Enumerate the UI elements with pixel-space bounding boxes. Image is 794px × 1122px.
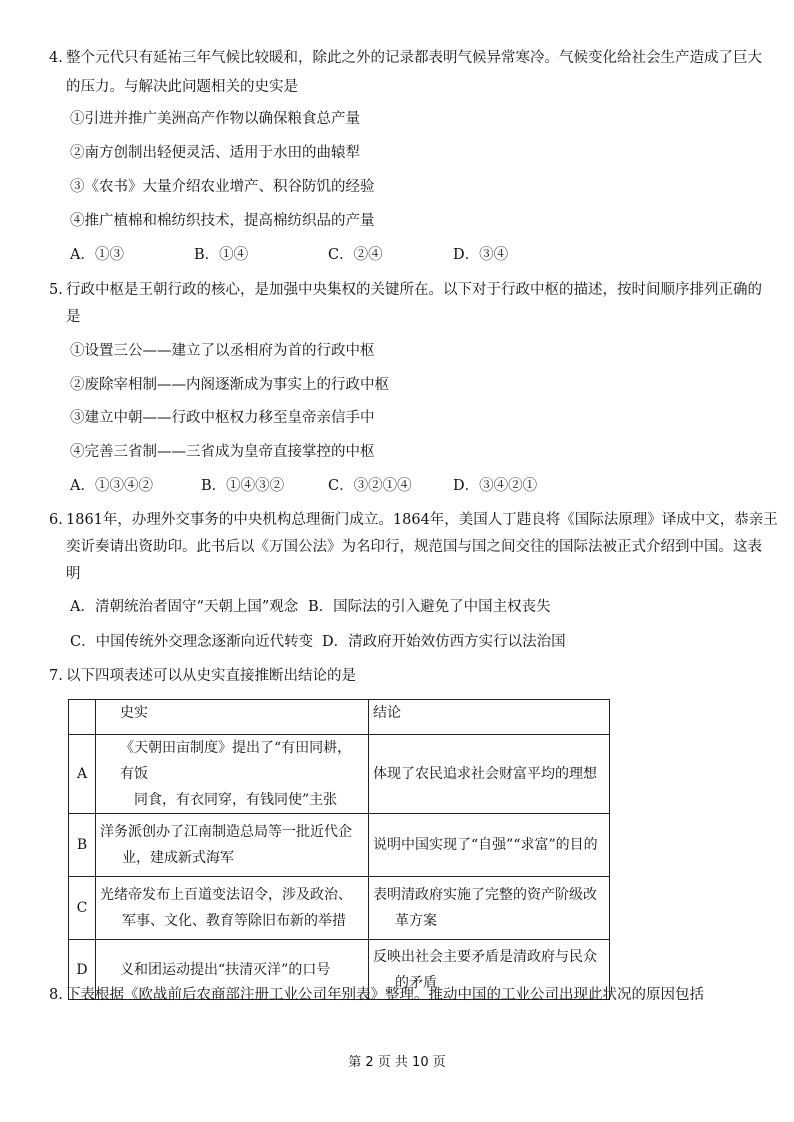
q4-options (70, 245, 570, 265)
q4-stem-line1: 整个元代只有延祐三年气候比较暖和，除此之外的记录都表明气候异常寒冷。气候变化给社会生产造成了巨大 (66, 50, 762, 66)
q5-item-3: ③建立中朝——行政中枢权力移至皇帝亲信手中 (70, 410, 375, 426)
q7-row-c-conclusion-line2: 革方案 (395, 913, 437, 929)
q7-row-c-conclusion-line1: 表明清政府实施了完整的资产阶级改 (373, 887, 597, 903)
q6-option-a[interactable]: A．清朝统治者固守“天朝上国”观念 (70, 599, 299, 615)
q7-table-row-a (69, 735, 610, 814)
q5-option-b[interactable]: B．①④③② (201, 478, 285, 494)
q5-number: 5. (49, 282, 63, 298)
q6-number: 6. (49, 512, 63, 528)
q4-option-b[interactable]: B．①④ (194, 247, 249, 263)
q7-row-a-label: A (69, 735, 96, 814)
q7-row-c-fact-line1: 光绪帝发布上百道变法诏令，涉及政治、 (100, 887, 352, 903)
q4-stem-line2: 的压力。与解决此问题相关的史实是 (66, 79, 298, 95)
q7-row-b-conclusion-line1: 说明中国实现了“自强”“求富”的目的 (373, 837, 598, 853)
q5-option-a[interactable]: A．①③④② (70, 478, 153, 494)
q5-item-1: ①设置三公——建立了以丞相府为首的行政中枢 (70, 343, 375, 359)
q7-table-header-label (69, 700, 96, 735)
q7-row-d-label: D (69, 940, 96, 1000)
q7-row-a-conclusion-line1: 体现了农民追求社会财富平均的理想 (373, 766, 597, 782)
q5-option-c[interactable]: C．③②①④ (328, 478, 412, 494)
q4-option-a[interactable]: A．①③ (70, 247, 124, 263)
q6-options-row1 (70, 597, 670, 617)
q7-row-a-fact-line1: 《天朝田亩制度》提出了“有田同耕，有饭 (120, 740, 352, 782)
q4-item-1: ①引进并推广美洲高产作物以确保粮食总产量 (70, 111, 360, 127)
q7-stem: 以下四项表述可以从史实直接推断出结论的是 (66, 668, 356, 684)
q4-item-3: ③《农书》大量介绍农业增产、积谷防饥的经验 (70, 179, 375, 195)
q7-table-row-b (69, 814, 610, 877)
q7-table-header-row (69, 700, 610, 735)
q4-item-2: ②南方创制出轻便灵活、适用于水田的曲辕犁 (70, 145, 360, 161)
q4-option-d[interactable]: D．③④ (453, 247, 509, 263)
q7-row-d-conclusion-line1: 反映出社会主要矛盾是清政府与民众 (373, 948, 597, 965)
q7-row-c-fact-line2: 军事、文化、教育等除旧布新的举措 (122, 913, 346, 929)
q7-row-c-label: C (69, 877, 96, 940)
q7-row-d-conclusion-line2: 的矛盾 (395, 974, 437, 991)
q6-stem-line1: 1861年，办理外交事务的中央机构总理衙门成立。1864年，美国人丁韪良将《国际法原理》译成中文，恭亲王 (66, 512, 778, 528)
q6-option-b[interactable]: B．国际法的引入避免了中国主权丧失 (308, 599, 551, 615)
q6-option-c[interactable]: C．中国传统外交理念逐渐向近代转变 (70, 634, 314, 650)
q7-table-header-fact: 史实 (120, 705, 148, 721)
q4-option-c[interactable]: C．②④ (328, 247, 383, 263)
q8-number: 8. (49, 987, 63, 1003)
q4-item-4: ④推广植棉和棉纺织技术，提高棉纺织品的产量 (70, 213, 375, 229)
q7-row-d-fact-line1: 义和团运动提出“扶清灭洋”的口号 (120, 961, 331, 978)
q5-item-2: ②废除宰相制——内阁逐渐成为事实上的行政中枢 (70, 377, 389, 393)
q7-row-b-label: B (69, 814, 96, 877)
q6-stem-line2: 奕䜣奏请出资助印。此书后以《万国公法》为名印行，规范国与国之间交往的国际法被正式介绍到中国。这表 (66, 539, 762, 555)
q5-stem-line2: 是 (66, 309, 81, 325)
page-footer: 第 2 页 共 10 页 (348, 1055, 446, 1070)
q7-row-b-fact-line1: 洋务派创办了江南制造总局等一批近代企 (100, 824, 352, 840)
q6-options-row2 (70, 632, 670, 652)
q5-item-4: ④完善三省制——三省成为皇帝直接掌控的中枢 (70, 444, 375, 460)
q5-option-d[interactable]: D．③④②① (453, 478, 538, 494)
q7-row-b-fact-line2: 业，建成新式海军 (122, 850, 234, 866)
q8-stem: 下表根据《欧战前后农商部注册工业公司年别表》整理。推动中国的工业公司出现此状况的原因包括 (66, 987, 704, 1003)
q7-row-a-fact-line2: 同食，有衣同穿，有钱同使”主张 (134, 792, 338, 808)
q7-table-header-conclusion: 结论 (373, 705, 401, 721)
q4-number: 4. (49, 50, 63, 66)
q6-stem-line3: 明 (66, 566, 81, 582)
q6-option-d[interactable]: D．清政府开始效仿西方实行以法治国 (322, 634, 566, 650)
q7-table-row-c (69, 877, 610, 940)
q5-options (70, 476, 590, 496)
q7-number: 7. (49, 668, 63, 684)
q7-table (68, 699, 610, 1000)
q5-stem-line1: 行政中枢是王朝行政的核心，是加强中央集权的关键所在。以下对于行政中枢的描述，按时间顺序排列正确的 (66, 282, 762, 298)
